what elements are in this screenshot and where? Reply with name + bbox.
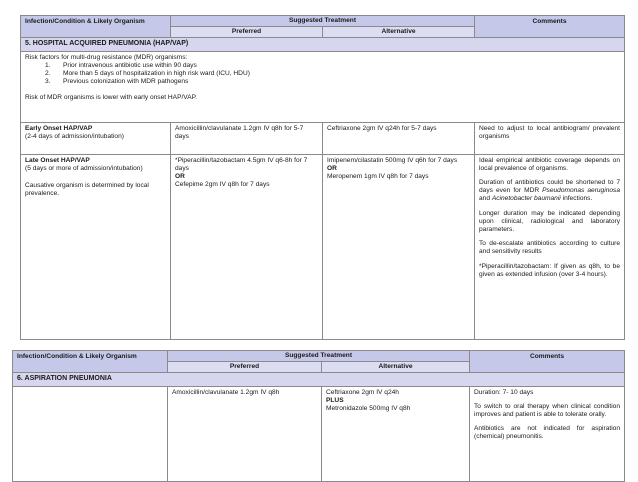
header-alternative: Alternative <box>323 27 475 38</box>
late-onset-alternative: Imipenem/cilastatin 500mg IV q6h for 7 days OR Meropenem 1gm IV q8h for 7 days <box>323 154 475 339</box>
early-onset-row <box>21 122 625 154</box>
section-row <box>13 373 625 386</box>
aspiration-pneumonia-table <box>12 350 625 482</box>
header-condition: Infection/Condition & Likely Organism <box>13 351 168 373</box>
header-suggested-treatment: Suggested Treatment <box>168 351 470 362</box>
section-title: 6. ASPIRATION PNEUMONIA <box>13 373 625 386</box>
list-item: 3. Previous colonization with MDR pathogens <box>45 78 189 86</box>
section-title: 5. HOSPITAL ACQUIRED PNEUMONIA (HAP/VAP) <box>21 38 625 51</box>
risk-intro: Risk factors for multi-drug resistance (MDR) organisms: <box>25 53 188 61</box>
list-item: 2. More than 5 days of hospitalization in high risk ward (ICU, HDU) <box>45 70 250 78</box>
header-row <box>21 16 625 27</box>
aspiration-row <box>13 386 625 481</box>
late-onset-condition: Late Onset HAP/VAP (5 days or more of admission/intubation) Causative organism is determined by local prevalence. <box>21 154 171 339</box>
header-suggested-treatment: Suggested Treatment <box>171 16 475 27</box>
risk-factors-cell <box>21 51 625 122</box>
aspiration-comments: Duration: 7- 10 days To switch to oral therapy when clinical condition improves and patient is able to tolerate orally. Antibiotics are not indicated for aspiration (chemical) pneumonitis. <box>470 386 625 481</box>
risk-factors-row <box>21 51 625 122</box>
aspiration-preferred: Amoxicillin/clavulanate 1.2gm IV q8h <box>168 386 322 481</box>
early-onset-condition: Early Onset HAP/VAP (2-4 days of admission/intubation) <box>21 122 171 154</box>
header-comments: Comments <box>470 351 625 373</box>
header-comments: Comments <box>475 16 625 38</box>
list-item: 1. Prior intravenous antibiotic use within 90 days <box>45 61 197 69</box>
header-row <box>13 351 625 362</box>
late-onset-preferred: *Piperacillin/tazobactam 4.5gm IV q6-8h for 7 days OR Cefepime 2gm IV q8h for 7 days <box>171 154 323 339</box>
header-condition: Infection/Condition & Likely Organism <box>21 16 171 38</box>
aspiration-alternative: Ceftriaxone 2gm IV q24h PLUS Metronidazole 500mg IV q8h <box>322 386 470 481</box>
early-onset-alternative: Ceftriaxone 2gm IV q24h for 5-7 days <box>323 122 475 154</box>
late-onset-comments: Ideal empirical antibiotic coverage depends on local prevalence of organisms. Duration of antibiotics could be shortened to 7 days even for MDR Pseudomonas aeruginosa and Acinetobacter baumanii infections. Longer duration may be indicated depending upon clinical, radiological and laboratory parameters. To de-escalate antibiotics according to culture and sensitivity results *Piperacillin/tazobactam: If given as q8h, to be given as extended infusion (over 3-4 hours). <box>475 154 625 339</box>
hap-vap-table <box>20 15 625 340</box>
late-onset-row <box>21 154 625 339</box>
header-alternative: Alternative <box>322 362 470 373</box>
early-onset-preferred: Amoxicillin/clavulanate 1.2gm IV q8h for 5-7 days <box>171 122 323 154</box>
header-preferred: Preferred <box>168 362 322 373</box>
section-row <box>21 38 625 51</box>
early-onset-comments: Need to adjust to local antibiogram/ prevalent organisms <box>475 122 625 154</box>
header-preferred: Preferred <box>171 27 323 38</box>
aspiration-condition <box>13 386 168 481</box>
risk-note: Risk of MDR organisms is lower with early onset HAP/VAP. <box>25 94 197 102</box>
